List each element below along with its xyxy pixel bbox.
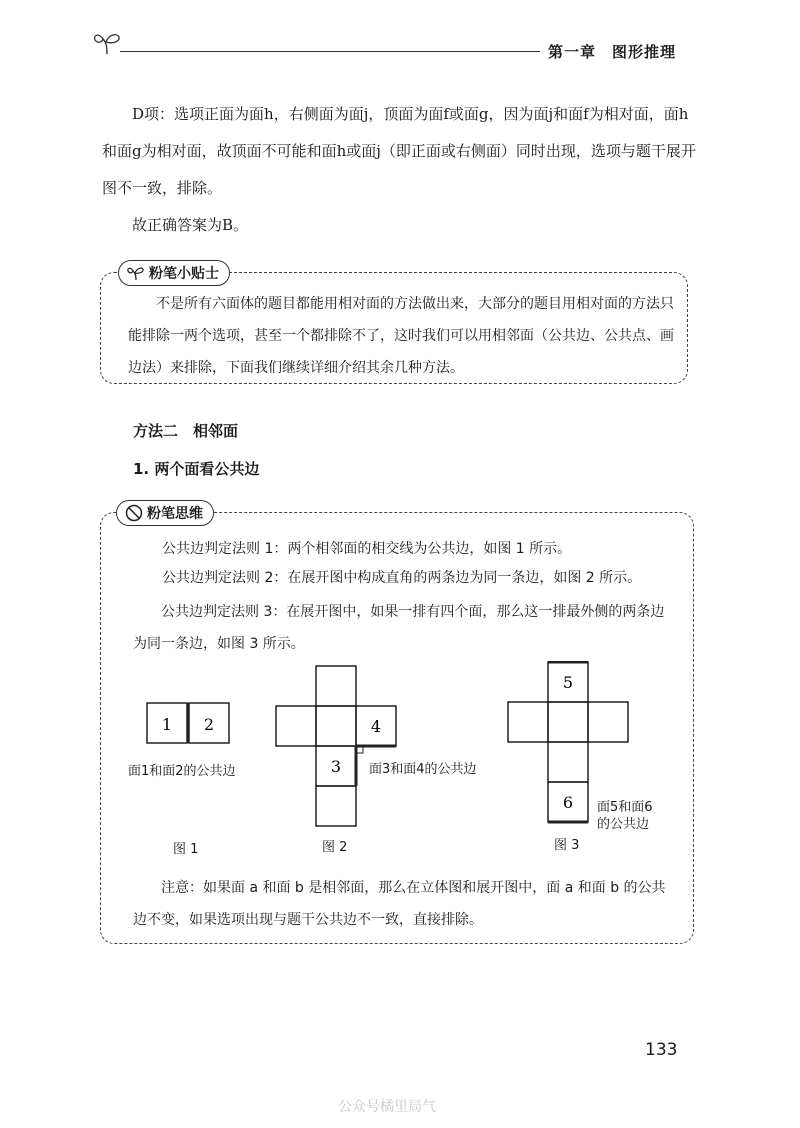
option-d-paragraph: D项：选项正面为面h，右侧面为面j，顶面为面f或面g，因为面j和面f为相对面，面h和面g为相对面，故顶面不可能和面h或面j（即正面或右侧面）同时出现，选项与题干展开图不一致，排除。 [102, 105, 696, 197]
answer-paragraph: 故正确答案为B。 [132, 216, 249, 234]
face-4-label: 4 [370, 717, 382, 736]
chapter-title: 第一章 图形推理 [548, 43, 677, 61]
figure-2-caption: 图 2 [322, 840, 348, 855]
figure-3-caption: 图 3 [554, 838, 580, 853]
tip-body: 不是所有六面体的题目都能用相对面的方法做出来，大部分的题目用相对面的方法只能排除一两个选项，甚至一个都排除不了，这时我们可以用相邻面（公共边、公共点、画边法）来排除，下面我们继续详细介绍其余几种方法。 [128, 296, 674, 376]
sprout-logo-icon [93, 30, 123, 56]
method-heading: 方法二 相邻面 [133, 422, 239, 440]
figure-3-edge-label-line2: 的公共边 [597, 817, 650, 832]
note-paragraph: 注意：如果面 a 和面 b 是相邻面，那么在立体图和展开图中，面 a 和面 b 的公共边不变，如果选项出现与题干公共边不一致，直接排除。 [133, 880, 666, 928]
sprout-icon [127, 264, 145, 282]
figure-1-diagram [146, 702, 234, 748]
figure-1-caption: 图 1 [173, 842, 199, 857]
figure-2-edge-label: 面3和面4的公共边 [369, 762, 477, 777]
tip-title: 粉笔小贴士 [149, 266, 219, 282]
right-angle-marker [357, 747, 363, 753]
face-3-label: 3 [330, 757, 342, 776]
rule-2: 公共边判定法则 2：在展开图中构成直角的两条边为同一条边，如图 2 所示。 [162, 570, 642, 586]
tip-title-tab [118, 260, 230, 286]
page-number: 133 [645, 1040, 678, 1060]
watermark: 公众号橘里局气 [338, 1099, 436, 1115]
header-rule [120, 51, 540, 52]
figure-3-edge-label-line1: 面5和面6 [597, 800, 653, 815]
rule-3: 公共边判定法则 3：在展开图中，如果一排有四个面，那么这一排最外侧的两条边为同一条边，如图 3 所示。 [133, 604, 665, 652]
figure-1-edge-label: 面1和面2的公共边 [128, 764, 236, 779]
thinking-title-tab [116, 500, 214, 526]
face-1-label: 1 [161, 715, 173, 734]
face-2-label: 2 [203, 715, 215, 734]
no-entry-icon [125, 504, 143, 522]
face-5-label: 5 [562, 673, 574, 692]
thinking-title: 粉笔思维 [147, 506, 203, 522]
method-subheading: 1. 两个面看公共边 [133, 460, 260, 478]
figure-2-diagram [275, 665, 400, 830]
face-6-label: 6 [562, 793, 574, 812]
rule-1: 公共边判定法则 1：两个相邻面的相交线为公共边，如图 1 所示。 [162, 541, 572, 557]
